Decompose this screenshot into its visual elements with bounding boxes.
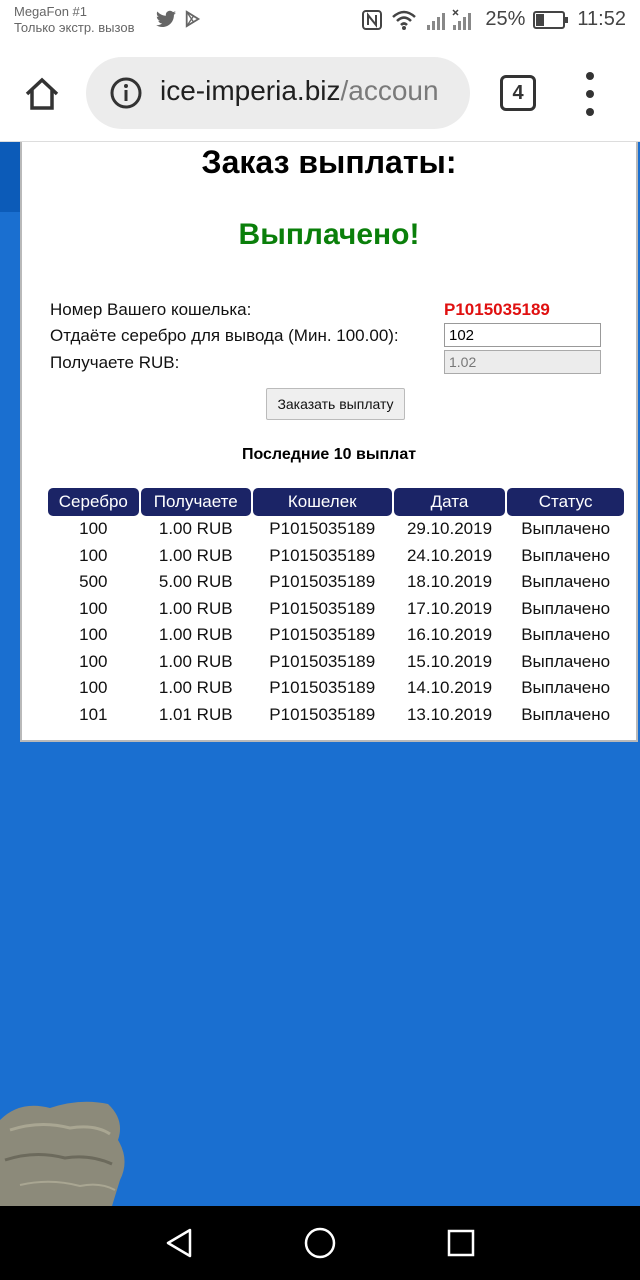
background-strip [0,142,20,212]
cell-silver: 100 [79,545,108,565]
url-host: ice-imperia.biz [160,75,341,106]
table-row [48,649,624,676]
table-row [48,569,624,596]
cell-status: Выплачено [521,519,611,539]
cell-status: Выплачено [521,651,611,671]
column-header: Дата [394,488,506,516]
play-store-icon [184,10,202,33]
circle-home-icon[interactable] [303,1226,337,1260]
column-header: Кошелек [253,488,392,516]
cell-received: 1.00 RUB [158,598,233,618]
cell-status: Выплачено [521,625,611,645]
cell-status: Выплачено [521,704,611,724]
carrier-status: Только экстр. вызов [14,20,135,35]
cell-received: 1.00 RUB [158,651,233,671]
payout-panel [20,142,638,742]
cell-received: 1.00 RUB [158,625,233,645]
history-title: Последние 10 выплат [241,446,417,463]
notification-icons [156,10,202,33]
table-row [48,543,624,570]
battery-percent: 25% [485,8,526,30]
wifi-icon [391,9,417,31]
cell-wallet: P1015035189 [269,678,376,698]
silver-amount-input[interactable] [444,323,601,347]
carrier-name: MegaFon #1 [14,4,87,19]
cell-date: 17.10.2019 [406,598,493,618]
cell-silver: 100 [79,651,108,671]
cell-silver: 101 [79,704,108,724]
status-bar [0,0,640,44]
home-icon[interactable] [22,74,62,114]
cell-wallet: P1015035189 [269,545,376,565]
clock: 11:52 [577,8,626,30]
cell-received: 1.01 RUB [158,704,233,724]
column-header: Серебро [48,488,139,516]
cell-silver: 100 [79,678,108,698]
cell-silver: 100 [79,625,108,645]
recents-icon[interactable] [444,1226,478,1260]
carrier-info [14,4,134,36]
cell-silver: 100 [79,598,108,618]
cell-date: 14.10.2019 [406,678,493,698]
cell-silver: 500 [79,572,108,592]
cell-status: Выплачено [521,572,611,592]
cell-status: Выплачено [521,598,611,618]
column-header: Получаете [141,488,251,516]
cell-date: 16.10.2019 [406,625,493,645]
tab-switcher-button[interactable]: 4 [500,75,536,111]
table-row [48,596,624,623]
back-icon[interactable] [162,1226,196,1260]
table-row [48,675,624,702]
cell-wallet: P1015035189 [269,572,376,592]
cell-date: 24.10.2019 [406,545,493,565]
browser-toolbar [0,44,640,142]
table-row [48,622,624,649]
cell-wallet: P1015035189 [269,598,376,618]
payout-history-table [46,488,626,728]
cell-date: 29.10.2019 [406,519,493,539]
cell-received: 1.00 RUB [158,545,233,565]
status-message: Выплачено! [238,218,420,251]
cell-wallet: P1015035189 [269,704,376,724]
table-header-row [48,488,624,516]
cell-wallet: P1015035189 [269,519,376,539]
cell-wallet: P1015035189 [269,651,376,671]
cell-silver: 100 [79,519,108,539]
cell-received: 5.00 RUB [158,572,233,592]
address-bar[interactable] [86,57,470,129]
rock-decoration [0,1090,150,1206]
url-path: /accoun [340,75,439,106]
cell-wallet: P1015035189 [269,625,376,645]
page-title: Заказ выплаты: [201,144,457,180]
twitter-icon [156,10,176,33]
signal-icon [425,9,477,31]
nfc-icon [361,9,383,31]
column-header: Статус [507,488,624,516]
rub-label: Получаете RUB: [50,353,180,372]
order-payout-button[interactable]: Заказать выплату [266,388,405,420]
battery-icon [533,10,569,30]
info-icon[interactable] [110,77,142,109]
wallet-label: Номер Вашего кошелька: [50,300,252,319]
url-text[interactable] [160,75,439,107]
cell-date: 15.10.2019 [406,651,493,671]
cell-date: 13.10.2019 [406,704,493,724]
navigation-bar [0,1206,640,1280]
cell-received: 1.00 RUB [158,519,233,539]
table-row [48,516,624,543]
more-vert-icon[interactable] [576,72,604,116]
cell-status: Выплачено [521,545,611,565]
silver-label: Отдаёте серебро для вывода (Мин. 100.00): [50,326,399,345]
cell-date: 18.10.2019 [406,572,493,592]
wallet-number: P1015035189 [444,300,550,319]
system-indicators [361,8,626,31]
table-row [48,702,624,729]
cell-received: 1.00 RUB [158,678,233,698]
rub-amount-field [444,350,601,374]
cell-status: Выплачено [521,678,611,698]
